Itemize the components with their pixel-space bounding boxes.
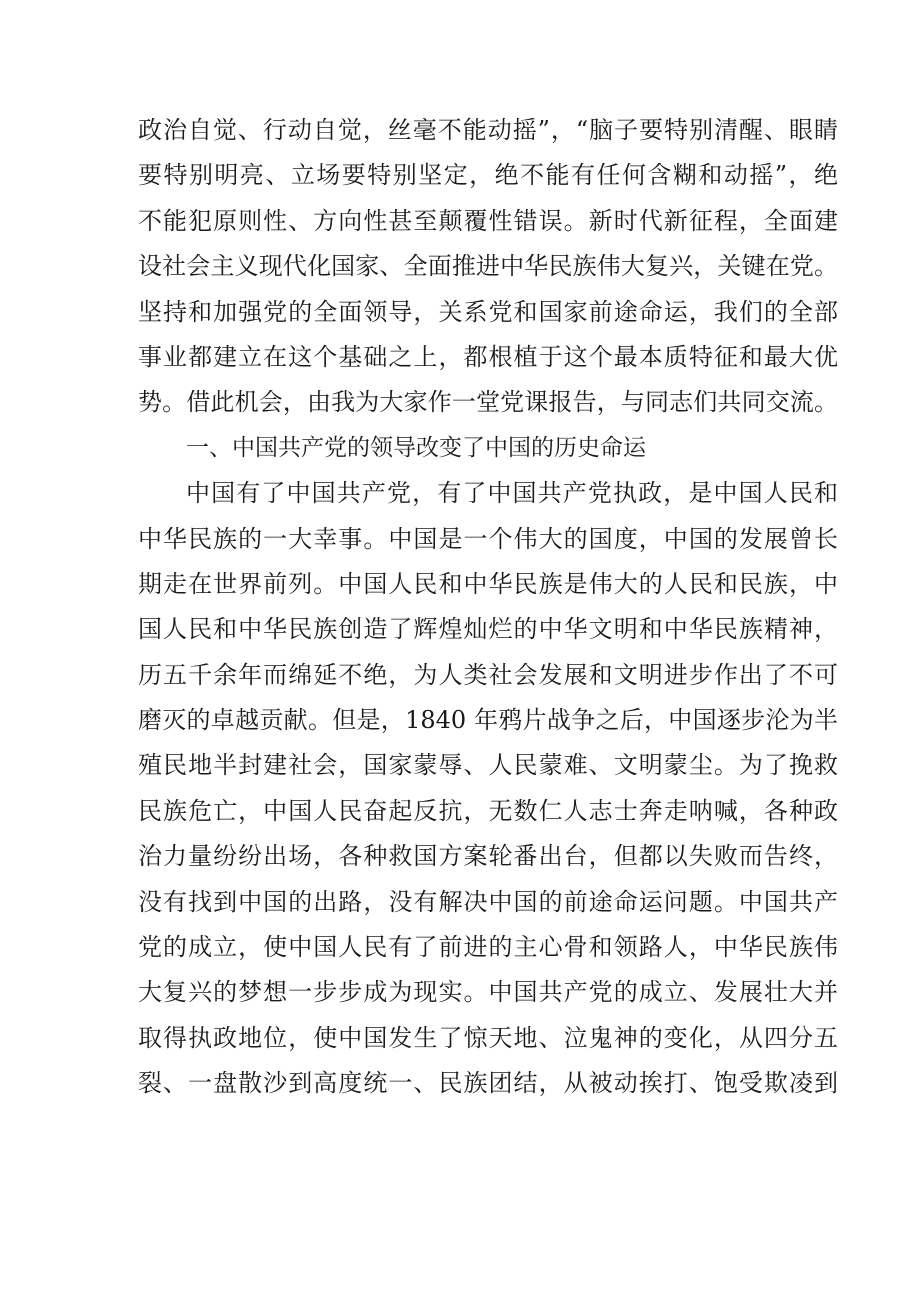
text-line: 要特别明亮、立场要特别坚定，绝不能有任何含糊和动摇”，绝	[138, 161, 838, 190]
document-page	[138, 108, 838, 1107]
text-line: 不能犯原则性、方向性甚至颠覆性错误。新时代新征程，全面建	[138, 206, 838, 235]
text-line: 党的成立，使中国人民有了前进的主心骨和领路人，中华民族伟	[138, 933, 838, 962]
text-line: 治力量纷纷出场，各种救国方案轮番出台，但都以失败而告终，	[138, 842, 838, 871]
text-line: 势。借此机会，由我为大家作一堂党课报告，与同志们共同交流。	[138, 388, 838, 417]
text-line: 历五千余年而绵延不绝，为人类社会发展和文明进步作出了不可	[138, 660, 838, 689]
text-line: 期走在世界前列。中国人民和中华民族是伟大的人民和民族，中	[138, 569, 838, 598]
text-line: 中国有了中国共产党，有了中国共产党执政，是中国人民和	[186, 479, 838, 508]
intro-paragraph	[138, 108, 838, 426]
text-line: 中华民族的一大幸事。中国是一个伟大的国度，中国的发展曾长	[138, 524, 838, 553]
text-line: 裂、一盘散沙到高度统一、民族团结，从被动挨打、饱受欺凌到	[138, 1069, 838, 1098]
text-line: 大复兴的梦想一步步成为现实。中国共产党的成立、发展壮大并	[138, 978, 838, 1007]
text-line: 事业都建立在这个基础之上，都根植于这个最本质特征和最大优	[138, 342, 838, 371]
text-line: 殖民地半封建社会，国家蒙辱、人民蒙难、文明蒙尘。为了挽救	[138, 751, 838, 780]
section-heading: 一、中国共产党的领导改变了中国的历史命运	[186, 434, 646, 461]
text-line: 没有找到中国的出路，没有解决中国的前途命运问题。中国共产	[138, 887, 838, 916]
text-line: 设社会主义现代化国家、全面推进中华民族伟大复兴，关键在党。	[138, 252, 838, 281]
text-line: 政治自觉、行动自觉，丝毫不能动摇”，“脑子要特别清醒、眼睛	[138, 116, 838, 144]
text-line: 磨灭的卓越贡献。但是，1840 年鸦片战争之后，中国逐步沦为半	[138, 706, 838, 735]
text-line: 坚持和加强党的全面领导，关系党和国家前途命运，我们的全部	[138, 297, 838, 326]
text-line: 国人民和中华民族创造了辉煌灿烂的中华文明和中华民族精神，	[138, 615, 838, 644]
text-line: 民族危亡，中国人民奋起反抗，无数仁人志士奔走呐喊，各种政	[138, 796, 838, 825]
body-paragraph	[138, 471, 838, 1106]
text-line: 取得执政地位，使中国发生了惊天地、泣鬼神的变化，从四分五	[138, 1023, 838, 1052]
